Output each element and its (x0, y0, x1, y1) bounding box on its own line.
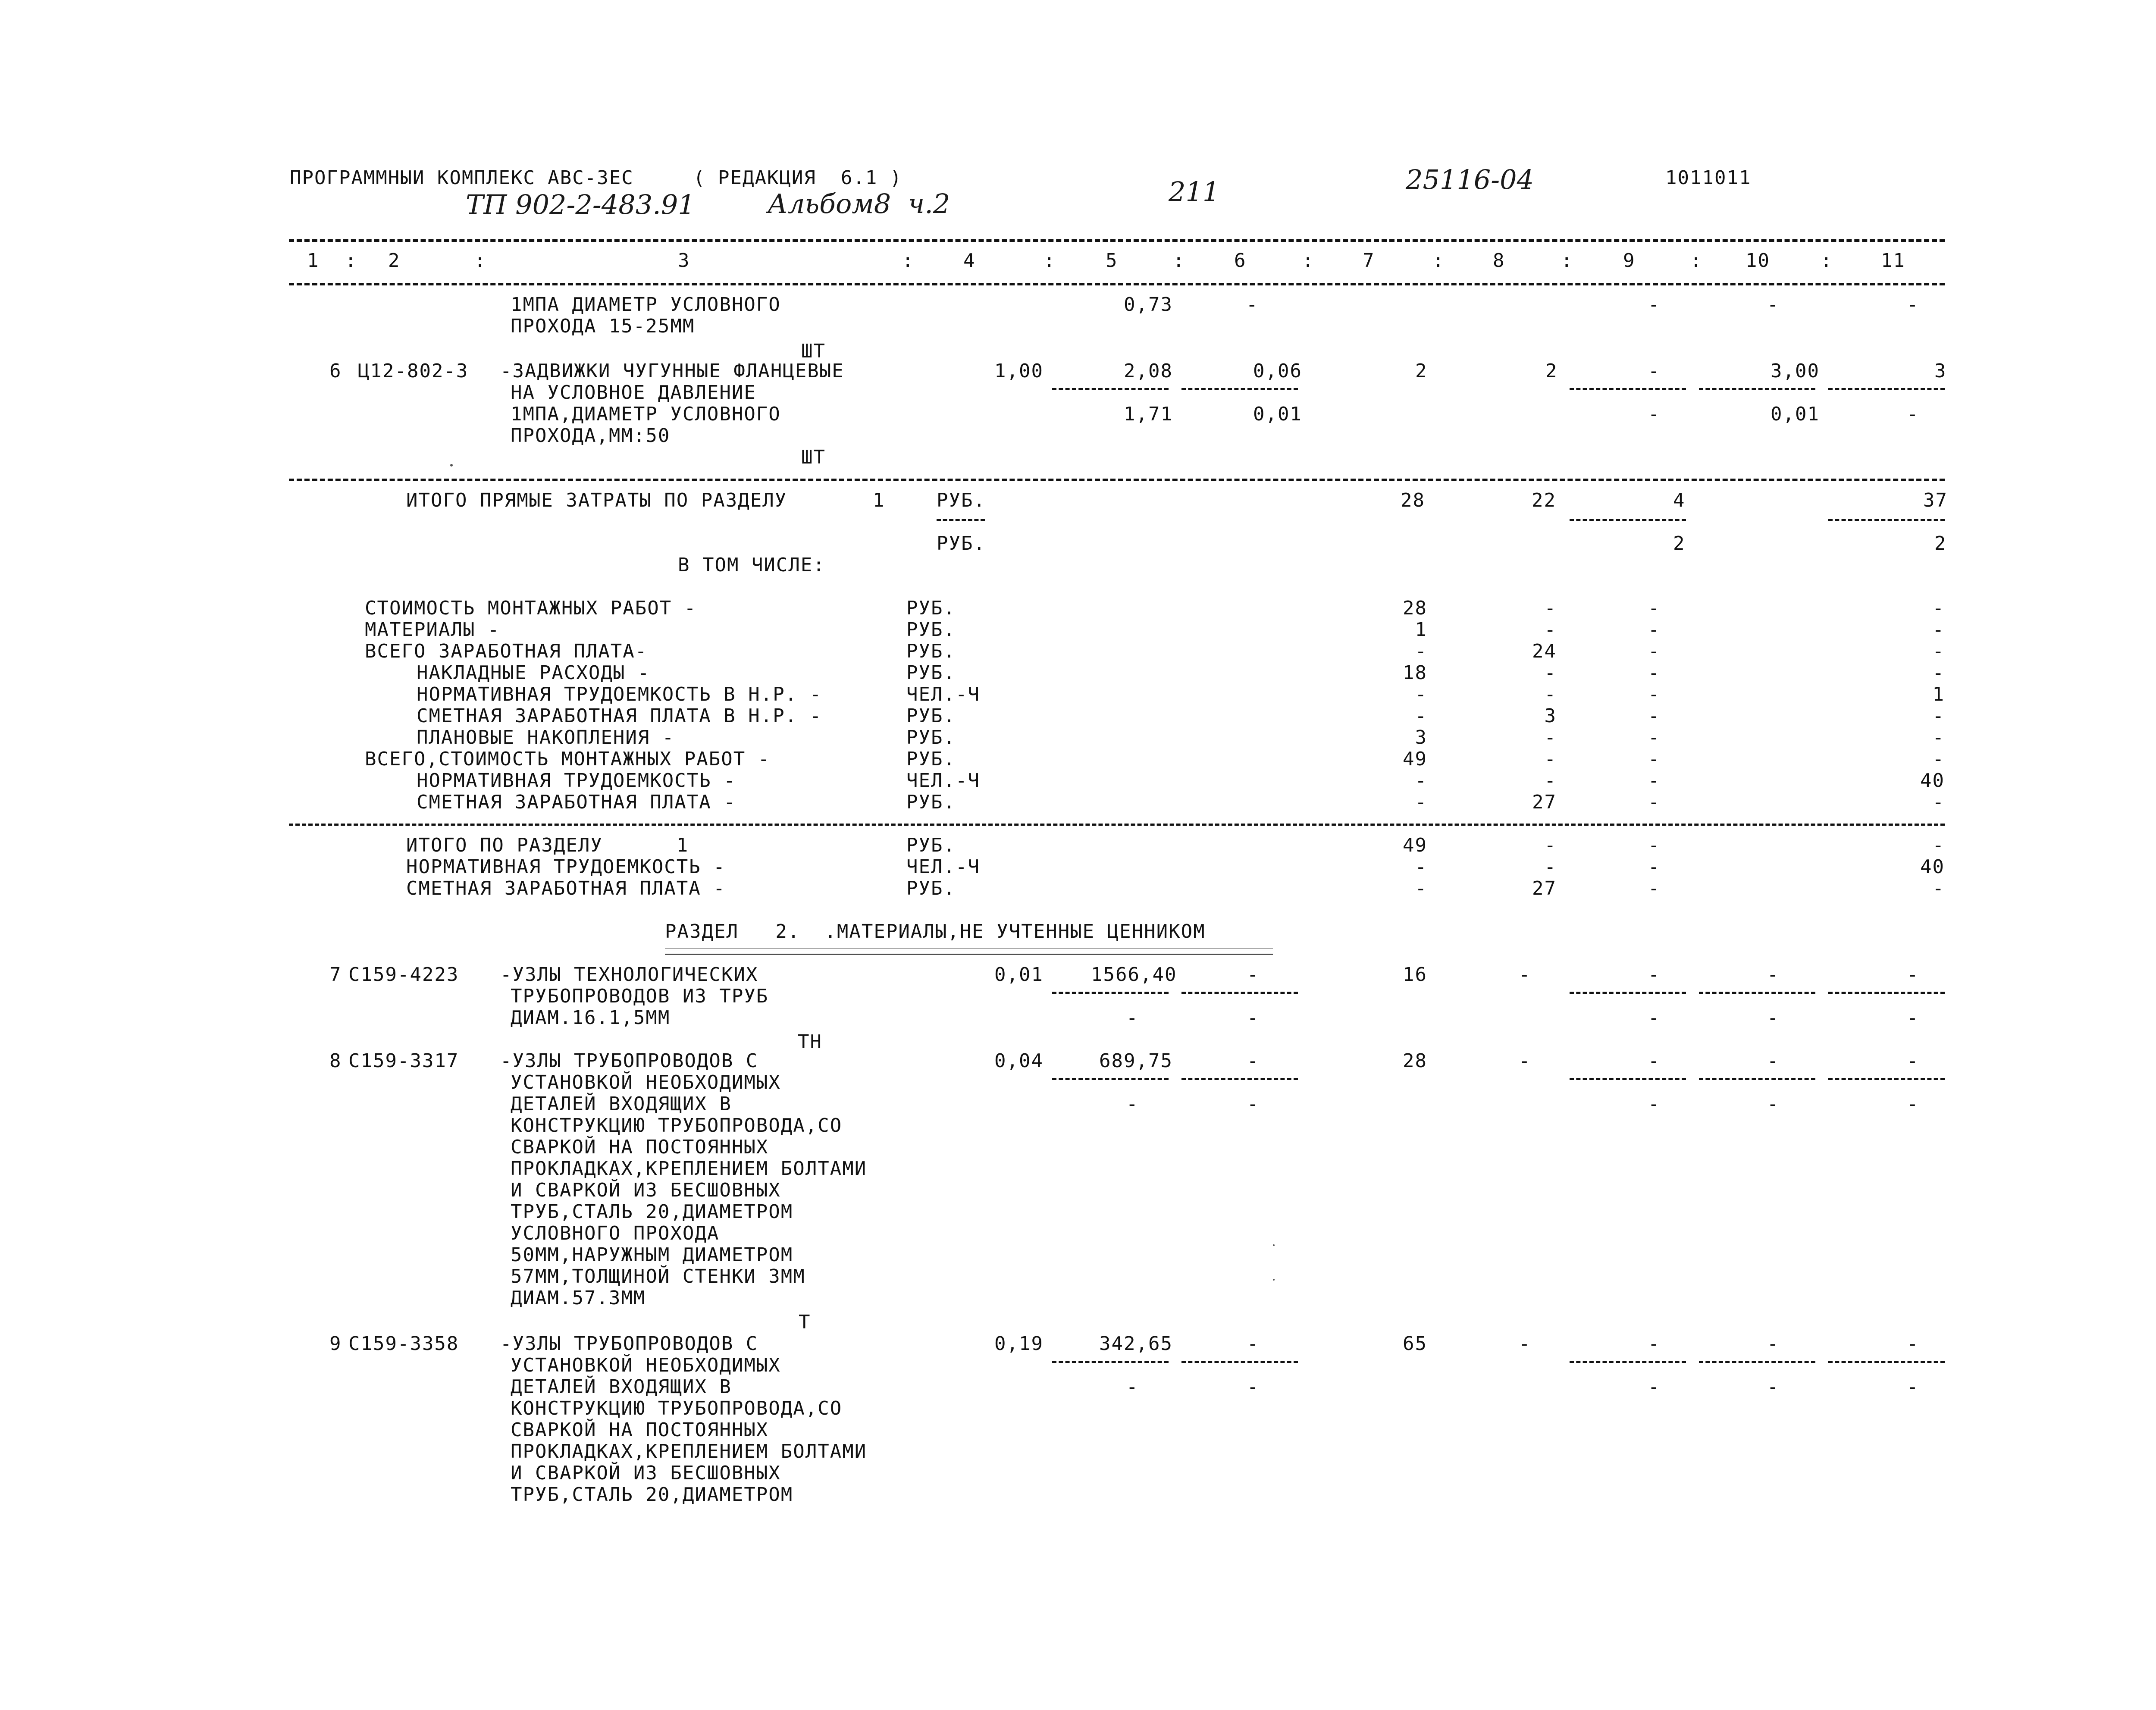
rule-before-section-total (289, 824, 1945, 826)
col-3: 3 (678, 250, 690, 272)
document-code: 1011011 (1665, 167, 1752, 189)
col-9: 9 (1623, 250, 1636, 272)
col-7: 7 (1363, 250, 1375, 272)
rule-before-totals (289, 479, 1945, 481)
col-1: 1 (307, 250, 320, 272)
rule-under-header (289, 283, 1945, 285)
handwritten-page-number: 211 (1169, 176, 1220, 207)
col-10: 10 (1745, 250, 1770, 272)
including-label: В ТОМ ЧИСЛЕ: (678, 554, 825, 576)
handwritten-sheet-number: 25116-04 (1406, 164, 1534, 195)
program-title: ПРОГРАММНЫИ КОМПЛЕКС АВС-3ЕС (290, 167, 634, 189)
edition-label: ( РЕДАКЦИЯ 6.1 ) (693, 167, 903, 189)
col-11: 11 (1881, 250, 1905, 272)
rule-top (289, 239, 1945, 242)
col-2: 2 (388, 250, 401, 272)
col-6: 6 (1234, 250, 1247, 272)
handwritten-project-number: ТП 902-2-483.91 (466, 189, 695, 220)
col-4: 4 (963, 250, 976, 272)
section-2-title: РАЗДЕЛ 2. .МАТЕРИАЛЫ,НЕ УЧТЕННЫЕ ЦЕННИКОМ (665, 921, 1206, 943)
col-5: 5 (1106, 250, 1118, 272)
section-2-underline (665, 949, 1273, 955)
col-8: 8 (1493, 250, 1505, 272)
handwritten-album: Альбом8 ч.2 (768, 188, 950, 219)
